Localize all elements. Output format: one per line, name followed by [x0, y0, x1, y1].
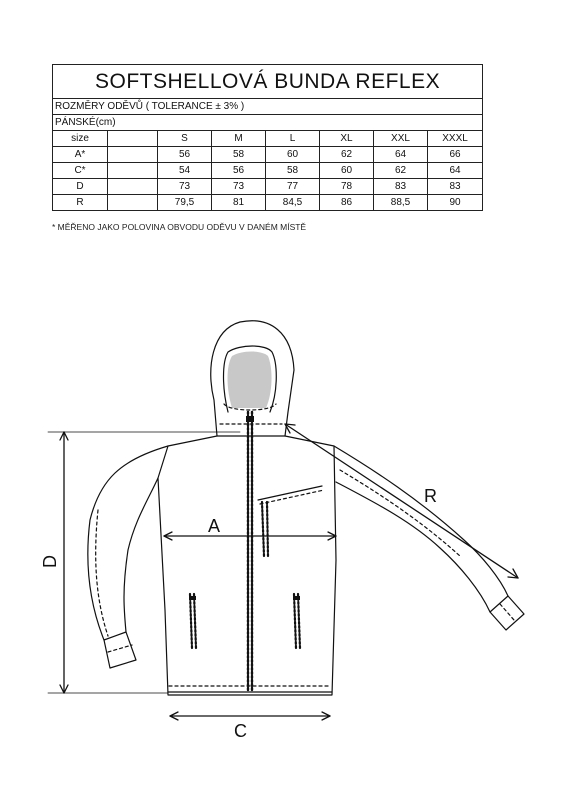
right-sleeve	[334, 446, 524, 630]
table-cell: 60	[266, 147, 320, 163]
header-size-xxxl: XXXL	[428, 131, 483, 147]
table-cell: 54	[158, 163, 212, 179]
header-size-m: M	[212, 131, 266, 147]
measurement-lines	[48, 424, 518, 720]
left-sleeve	[88, 446, 168, 668]
measure-line-r	[285, 424, 518, 578]
label-d: D	[40, 555, 60, 568]
category-label: PÁNSKÉ(cm)	[53, 115, 483, 131]
table-cell: 58	[266, 163, 320, 179]
table-cell: 66	[428, 147, 483, 163]
measurement-footnote: * MĚŘENO JAKO POLOVINA OBVODU ODĚVU V DANÉM MÍSTĚ	[52, 222, 307, 232]
table-cell: 62	[320, 147, 374, 163]
label-r: R	[424, 486, 437, 506]
table-cell: 64	[428, 163, 483, 179]
row-label: R	[53, 195, 108, 211]
table-cell: 60	[320, 163, 374, 179]
row-label: D	[53, 179, 108, 195]
table-cell: 79,5	[158, 195, 212, 211]
label-c: C	[234, 721, 247, 741]
table-cell: 73	[212, 179, 266, 195]
table-cell: 86	[320, 195, 374, 211]
table-cell: 77	[266, 179, 320, 195]
lower-pockets	[189, 594, 300, 648]
table-cell: 73	[158, 179, 212, 195]
table-cell: 58	[212, 147, 266, 163]
row-label: C*	[53, 163, 108, 179]
table-cell: 90	[428, 195, 483, 211]
tolerance-subtitle: ROZMĚRY ODĚVŮ ( TOLERANCE ± 3% )	[53, 99, 483, 115]
table-cell: 83	[428, 179, 483, 195]
header-size-l: L	[266, 131, 320, 147]
table-cell: 62	[374, 163, 428, 179]
label-a: A	[208, 516, 221, 536]
table-cell: 56	[158, 147, 212, 163]
header-size-label: size	[53, 131, 108, 147]
header-size-xl: XL	[320, 131, 374, 147]
table-cell: 78	[320, 179, 374, 195]
header-size-s: S	[158, 131, 212, 147]
center-zipper	[246, 412, 254, 690]
table-cell: 81	[212, 195, 266, 211]
table-cell: 88,5	[374, 195, 428, 211]
chest-pocket	[258, 486, 324, 556]
hood-lining	[228, 352, 272, 409]
table-cell: 64	[374, 147, 428, 163]
header-size-xxl: XXL	[374, 131, 428, 147]
row-label: A*	[53, 147, 108, 163]
table-cell: 83	[374, 179, 428, 195]
table-cell: 84,5	[266, 195, 320, 211]
table-cell: 56	[212, 163, 266, 179]
page-title: SOFTSHELLOVÁ BUNDA REFLEX	[53, 65, 483, 99]
